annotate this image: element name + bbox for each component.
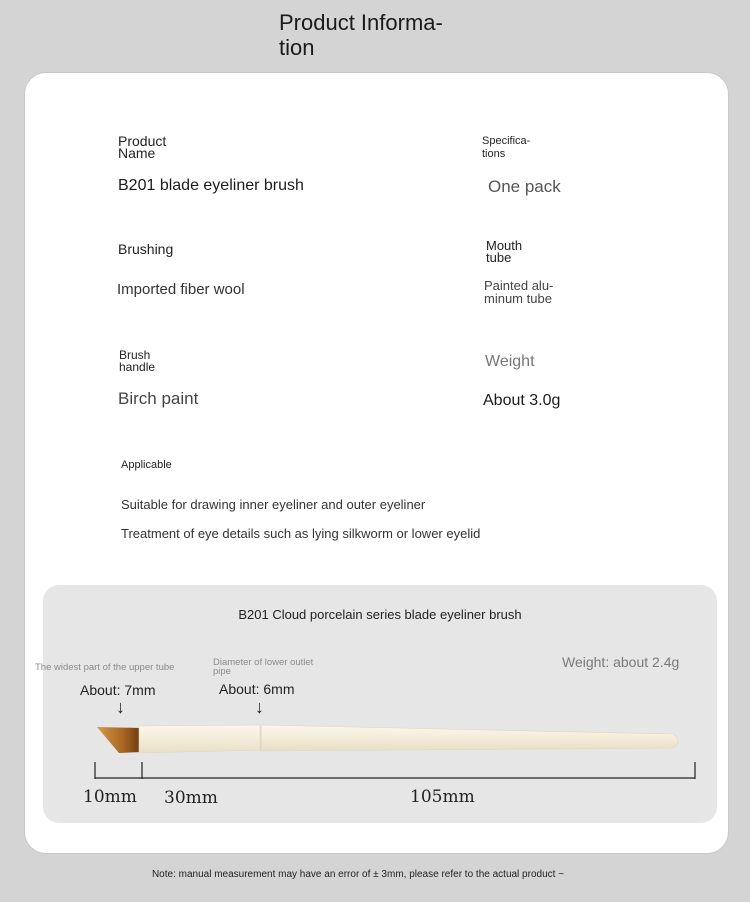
applicable-label: Applicable bbox=[121, 459, 172, 471]
brush-handle-value: Birch paint bbox=[118, 389, 199, 408]
mouth-tube-label: Mouth tube bbox=[486, 238, 523, 265]
product-info-card bbox=[24, 72, 729, 854]
product-name-value: B201 blade eyeliner brush bbox=[118, 177, 304, 194]
use-item-1: Suitable for drawing inner eyeliner and outer eyeliner bbox=[121, 497, 426, 512]
weight-value: About 3.0g bbox=[483, 392, 561, 409]
outlet-caption: Diameter of lower outlet pipe bbox=[213, 657, 314, 677]
page-title bbox=[279, 10, 479, 60]
outlet-value: About: 6mm bbox=[219, 681, 295, 697]
segment-bristle-length: 10mm bbox=[83, 787, 137, 807]
page-title-line-1: Product Informa- bbox=[279, 10, 443, 35]
brush-diagram-panel bbox=[35, 585, 717, 823]
diagram-weight: Weight: about 2.4g bbox=[562, 654, 680, 670]
brush-illustration bbox=[43, 585, 717, 823]
upper-tube-value: About: 7mm bbox=[80, 682, 156, 698]
weight-label: Weight bbox=[485, 353, 535, 370]
segment-handle-length: 105mm bbox=[410, 787, 475, 807]
diagram-title: B201 Cloud porcelain series blade eyeliner brush bbox=[238, 607, 522, 622]
specifications-value: One pack bbox=[488, 177, 561, 196]
footnote: Note: manual measurement may have an error of ± 3mm, please refer to the actual product ~ bbox=[151, 869, 565, 880]
brushing-label: Brushing bbox=[118, 241, 174, 257]
upper-tube bbox=[139, 725, 261, 753]
specifications-label: Specifica- tions bbox=[482, 135, 531, 160]
upper-tube-arrow-icon: ↓ bbox=[116, 697, 125, 717]
segment-upper-tube-length: 30mm bbox=[164, 788, 218, 808]
handle bbox=[260, 725, 678, 751]
mouth-tube-value: Painted alu- minum tube bbox=[484, 278, 554, 306]
brushing-value: Imported fiber wool bbox=[117, 281, 245, 298]
use-item-2: Treatment of eye details such as lying silkworm or lower eyelid bbox=[121, 526, 481, 541]
product-name-label: Product Name bbox=[118, 133, 167, 161]
upper-tube-caption: The widest part of the upper tube bbox=[35, 662, 175, 673]
measurement-scale bbox=[95, 762, 695, 779]
bristle-tip bbox=[97, 727, 141, 753]
outlet-arrow-icon: ↓ bbox=[255, 697, 264, 717]
page-title-line-2: tion bbox=[279, 35, 315, 60]
brush-handle-label: Brush handle bbox=[119, 348, 156, 374]
